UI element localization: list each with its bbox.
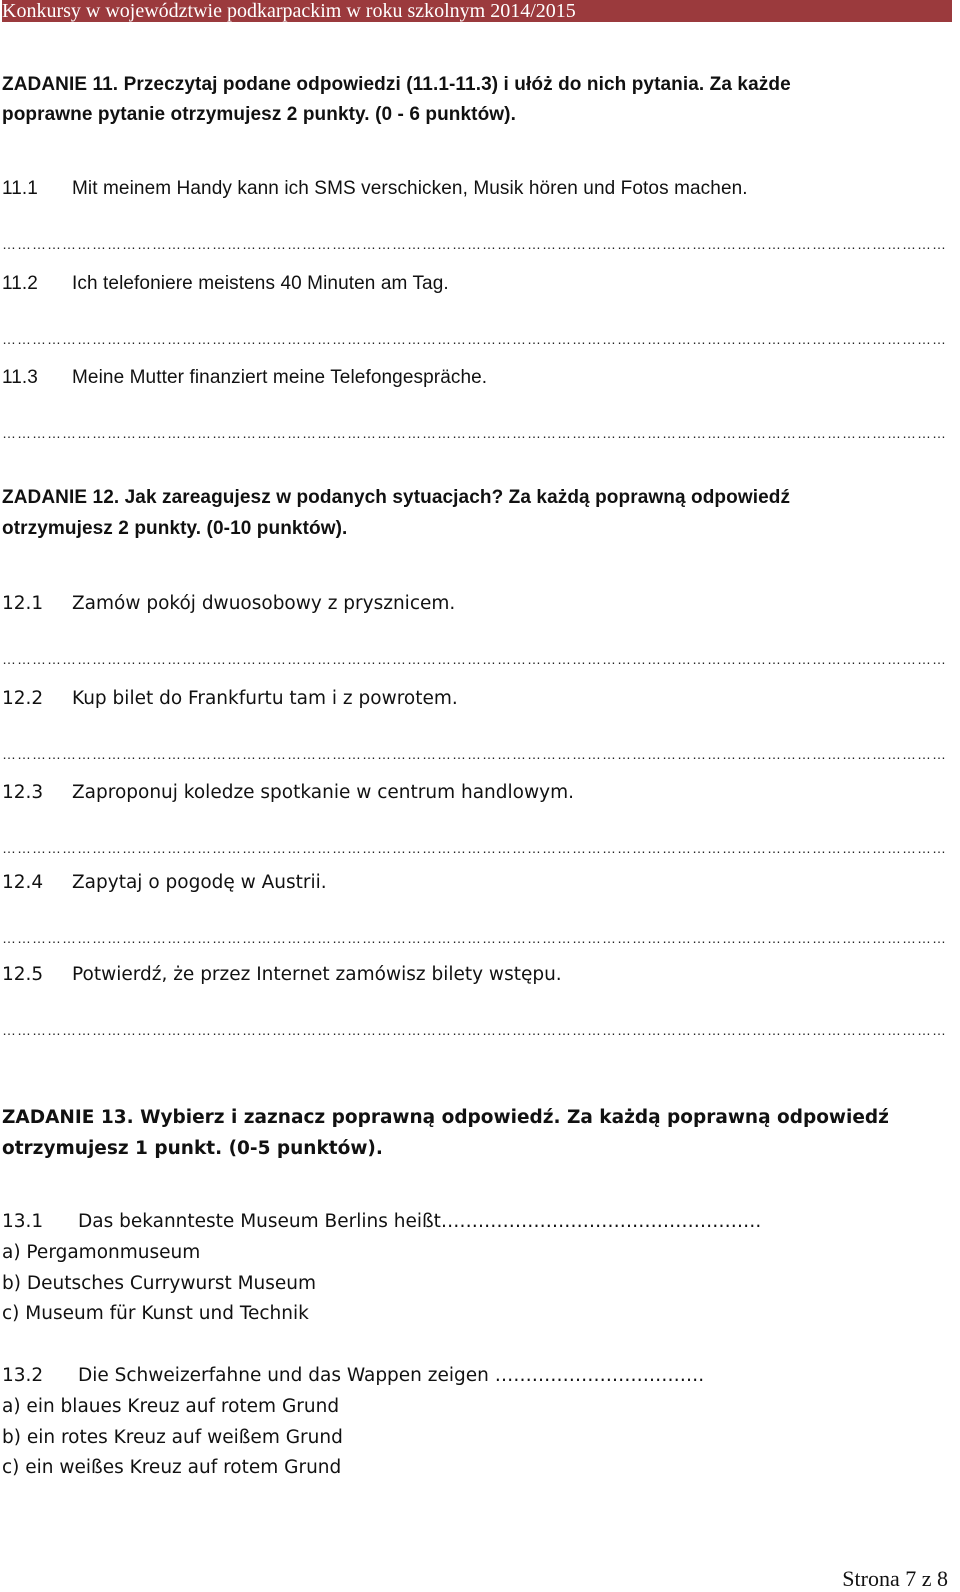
option-13-2-a[interactable]: a) ein blaues Kreuz auf rotem Grund	[2, 1396, 340, 1417]
task12-item-4	[2, 872, 327, 893]
task13-question-2	[2, 1365, 704, 1386]
option-13-1-a[interactable]: a) Pergamonmuseum	[2, 1242, 201, 1263]
item-text: Zaproponuj koledze spotkanie w centrum handlowym.	[72, 782, 574, 803]
question-number: 13.1	[2, 1211, 44, 1232]
answer-line-11-1[interactable]	[2, 236, 948, 254]
task12-item-5	[2, 964, 562, 985]
item-text: Zapytaj o pogodę w Austrii.	[72, 872, 327, 893]
option-13-2-b[interactable]: b) ein rotes Kreuz auf weißem Grund	[2, 1427, 343, 1448]
item-number: 12.3	[2, 782, 44, 803]
task12-item-3	[2, 782, 574, 803]
task11-instruction-line2: poprawne pytanie otrzymujesz 2 punkty. (0 - 6 punktów).	[2, 104, 516, 125]
item-text: Kup bilet do Frankfurtu tam i z powrotem.	[72, 688, 458, 709]
item-number: 11.2	[2, 273, 38, 294]
item-text: Zamów pokój dwuosobowy z prysznicem.	[72, 593, 456, 614]
task12-item-1	[2, 593, 455, 614]
item-text: Potwierdź, że przez Internet zamówisz bilety wstępu.	[72, 964, 562, 985]
answer-line-12-5[interactable]	[2, 1022, 948, 1040]
item-text: Meine Mutter finanziert meine Telefongespräche.	[72, 367, 488, 388]
task13-instruction-line2: otrzymujesz 1 punkt. (0-5 punktów).	[2, 1138, 383, 1159]
answer-line-11-3[interactable]	[2, 425, 948, 443]
option-13-1-c[interactable]: c) Museum für Kunst und Technik	[2, 1303, 309, 1324]
page-number: Strona 7 z 8	[842, 1566, 948, 1591]
option-13-1-b[interactable]: b) Deutsches Currywurst Museum	[2, 1273, 317, 1294]
item-number: 12.2	[2, 688, 44, 709]
task13-instruction-line1: ZADANIE 13. Wybierz i zaznacz poprawną odpowiedź. Za każdą poprawną odpowiedź	[2, 1107, 889, 1128]
item-number: 12.5	[2, 964, 44, 985]
question-text: Die Schweizerfahne und das Wappen zeigen …………………………….	[78, 1365, 705, 1386]
task11-instruction-line1: ZADANIE 11. Przeczytaj podane odpowiedzi (11.1-11.3) i ułóż do nich pytania. Za każde	[2, 74, 791, 95]
task13-question-1	[2, 1211, 761, 1232]
answer-line-12-3[interactable]	[2, 840, 948, 858]
answer-line-12-1[interactable]	[2, 651, 948, 669]
task12-item-2	[2, 688, 458, 709]
task11-item-1	[2, 178, 748, 200]
item-number: 12.1	[2, 593, 44, 614]
task12-instruction-line2: otrzymujesz 2 punkty. (0-10 punktów).	[2, 518, 348, 539]
question-text: Das bekannteste Museum Berlins heißt…………………………………………….	[78, 1211, 762, 1232]
item-number: 11.1	[2, 178, 38, 199]
answer-line-12-4[interactable]	[2, 930, 948, 948]
task12-instruction-line1: ZADANIE 12. Jak zareagujesz w podanych sytuacjach? Za każdą poprawną odpowiedź	[2, 487, 791, 508]
item-number: 11.3	[2, 367, 38, 388]
page-header	[2, 0, 952, 22]
task11-item-2	[2, 273, 449, 295]
item-text: Ich telefoniere meistens 40 Minuten am Tag.	[72, 273, 449, 294]
answer-line-12-2[interactable]	[2, 746, 948, 764]
item-text: Mit meinem Handy kann ich SMS verschicken, Musik hören und Fotos machen.	[72, 178, 748, 199]
option-13-2-c[interactable]: c) ein weißes Kreuz auf rotem Grund	[2, 1457, 342, 1478]
answer-line-11-2[interactable]	[2, 331, 948, 349]
item-number: 12.4	[2, 872, 44, 893]
task11-item-3	[2, 367, 487, 389]
question-number: 13.2	[2, 1365, 44, 1386]
header-title: Konkursy w województwie podkarpackim w roku szkolnym 2014/2015	[2, 0, 576, 22]
